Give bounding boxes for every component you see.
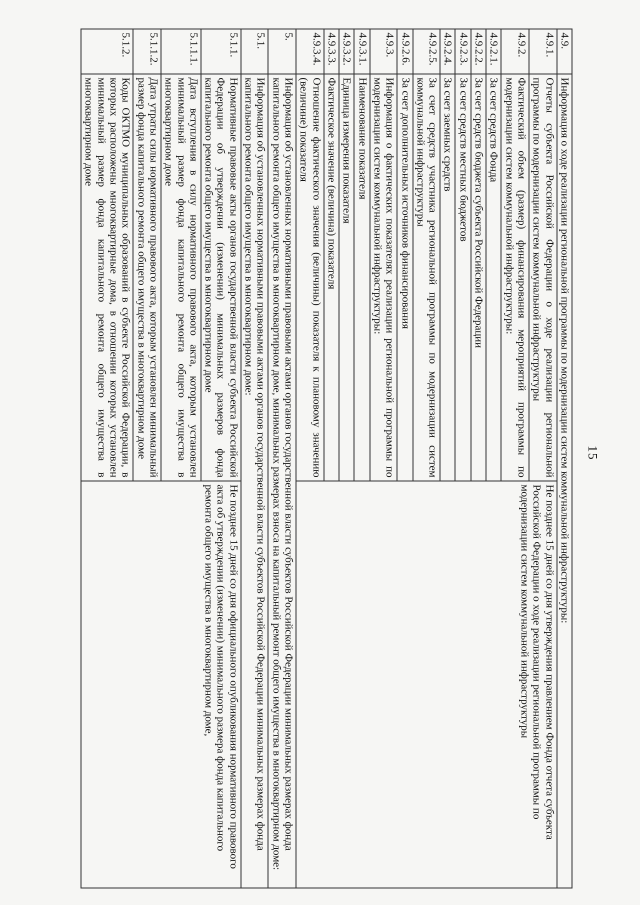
row-deadline: Не позднее 15 дней со дня официального опубликования нормативного правового акта об утверждении (изменении) минимального размера фонда капитального ремонта общего имущества в многоквартирном доме,: [81, 481, 241, 888]
row-description: Информация о фактических показателях реализации региональной программы по модернизации систем коммунальной инфраструктуры:: [369, 74, 397, 481]
row-description: Отношение фактического значения (величины) показателя к плановому значению (величине) показателя: [296, 74, 324, 481]
row-description: За счет заемных средств: [440, 74, 455, 481]
row-description: Фактическое значение (величина) показателя: [323, 74, 338, 481]
row-description: Коды ОКТМО муниципальных образований в субъекте Российской Федерации, в которых расположены многоквартирные дома, в отношении которых установлен минимальный размер фонда капитального ремонта общего имущества в многоквартирном доме: [81, 74, 133, 481]
table-row: [200, 29, 240, 888]
row-number: 4.9.2.1.: [486, 29, 501, 74]
row-description: Отчеты субъекта Российской Федерации о ходе реализации региональной программы по модернизации систем коммунальной инфраструктуры: [529, 74, 557, 481]
row-description: Фактический объем (размер) финансирования мероприятий программы по модернизации систем коммунальной инфраструктуры:: [501, 74, 529, 481]
row-number: 4.9.2.5.: [412, 29, 440, 74]
row-description: Единица измерения показателя: [339, 74, 354, 481]
page-number: 15: [585, 445, 600, 460]
row-number: 5.1.: [240, 29, 268, 74]
table-row: [268, 29, 296, 888]
row-description: За счет средств участника региональной программы по модернизации систем коммунальной инфраструктуры: [412, 74, 440, 481]
row-number: 4.9.3.: [369, 29, 397, 74]
row-heading: Информация о ходе реализации региональной программы по модернизации систем коммунальной инфраструктуры:: [556, 74, 571, 888]
row-number: 5.1.1.: [200, 29, 240, 74]
row-description: За счет средств Фонда: [486, 74, 501, 481]
row-deadline: Не позднее 15 дней со дня утверждения правлением Фонда отчета субъекта Российской Федерации о ходе реализации региональной программы по модернизации систем коммунальной инфраструктуры: [296, 481, 557, 888]
row-heading: Информация об установленных нормативными правовыми актами органов государственной власти субъектов Российской Федерации минимальных размерах фонда капитального ремонта общего имущества в многоквартирном доме:: [240, 74, 268, 888]
document-table-container: [32, 28, 572, 888]
row-number: 4.9.2.: [501, 29, 529, 74]
table-row: [529, 29, 557, 888]
row-number: 4.9.3.2.: [339, 29, 354, 74]
document-table: [80, 28, 572, 888]
row-description: Наименование показателя: [354, 74, 369, 481]
row-number: 5.: [268, 29, 296, 74]
row-number: 4.9.: [556, 29, 571, 74]
row-number: 4.9.2.2.: [470, 29, 485, 74]
row-number: 4.9.3.4.: [296, 29, 324, 74]
row-number: 4.9.1.: [529, 29, 557, 74]
row-number: 4.9.2.4.: [440, 29, 455, 74]
table-row: [556, 29, 571, 888]
table-row: [240, 29, 268, 888]
row-description: За счет средств бюджета субъекта Российской Федерации: [470, 74, 485, 481]
row-description: За счет дополнительных источников финансирования: [397, 74, 412, 481]
row-number: 4.9.3.1.: [354, 29, 369, 74]
row-number: 4.9.3.3.: [323, 29, 338, 74]
row-description: Дата утраты силы нормативного правового акта, которым установлен минимальный размер фонда капитального ремонта общего имущества в многоквартирном доме: [133, 74, 161, 481]
row-description: Дата вступления в силу нормативного правового акта, которым установлен минимальный размер фонда капитального ремонта общего имущества в многоквартирном доме: [160, 74, 200, 481]
row-description: За счет средств местных бюджетов: [455, 74, 470, 481]
row-number: 5.1.1.1.: [160, 29, 200, 74]
row-number: 4.9.2.6.: [397, 29, 412, 74]
row-description: Нормативные правовые акты органов государственной власти субъекта Российской Федерации об утверждении (изменении) минимальных размеров фонда капитального ремонта общего имущества в многоквартирном доме: [200, 74, 240, 481]
row-heading: Информация об установленных нормативными правовыми актами органов государственной власти субъектов Российской Федерации минимальных размерах фонда капитального ремонта общего имущества в многоквартирном доме, минимальных размерах взноса на капитальный ремонт общего имущества в многоквартирном доме:: [268, 74, 296, 888]
row-number: 4.9.2.3.: [455, 29, 470, 74]
row-number: 5.1.1.2.: [133, 29, 161, 74]
row-number: 5.1.2.: [81, 29, 133, 74]
